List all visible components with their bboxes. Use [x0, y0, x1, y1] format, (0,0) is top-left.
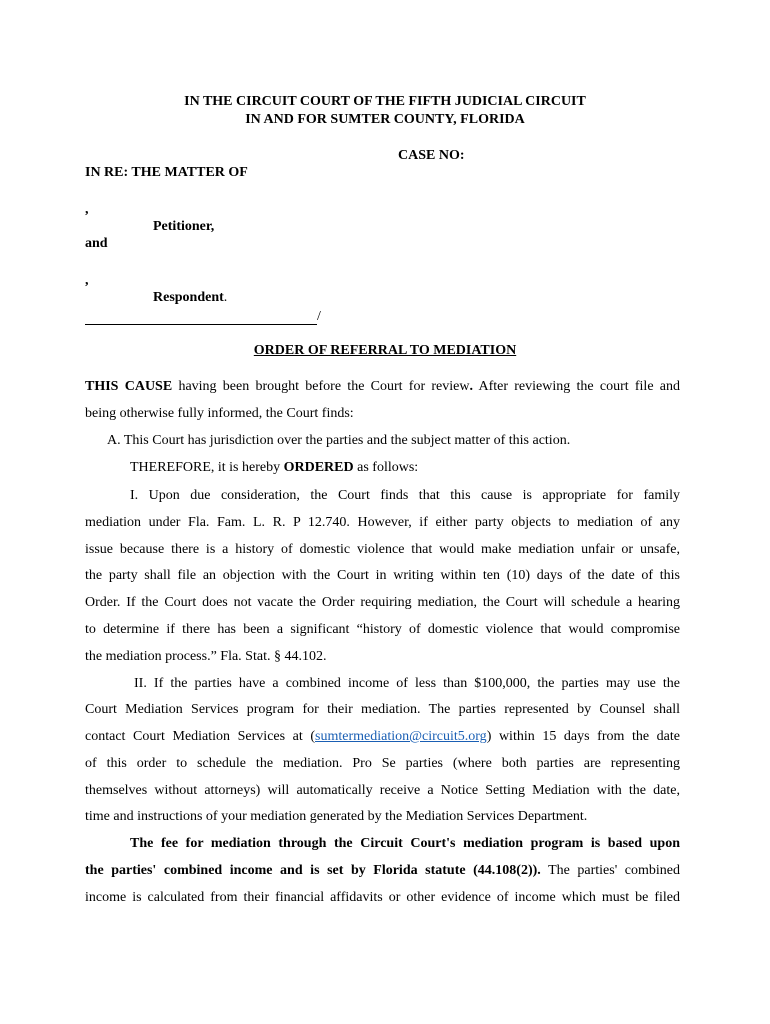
section-2-line5: themselves without attorneys) will automatically receive a Notice Setting Mediation with the date,: [85, 783, 680, 798]
respondent-name-placeholder: ,: [85, 273, 89, 288]
section-2-line1: II. If the parties have a combined income of less than $100,000, the parties may use the: [134, 676, 680, 691]
section-2-line3-text: contact Court Mediation Services at (: [85, 729, 316, 744]
section-1-line2: mediation under Fla. Fam. L. R. P 12.740. However, if either party objects to mediation of any: [85, 515, 680, 530]
section-2-line3: [85, 728, 680, 746]
intro-period: .: [469, 379, 473, 394]
respondent-label-text: Respondent: [153, 290, 224, 305]
petitioner-name-placeholder: ,: [85, 202, 89, 217]
and-label: and: [85, 236, 108, 251]
order-title: ORDER OF REFERRAL TO MEDIATION: [253, 343, 517, 358]
section-1-line6: to determine if there has been a significant “history of domestic violence that would compromise: [85, 622, 680, 637]
in-re-label: IN RE: THE MATTER OF: [85, 165, 248, 180]
finding-a: A. This Court has jurisdiction over the parties and the subject matter of this action.: [107, 433, 571, 448]
caption-rule: [85, 324, 317, 325]
intro-text-2: After reviewing the court file and: [472, 379, 681, 394]
section-2-line6: time and instructions of your mediation generated by the Mediation Services Department.: [85, 809, 588, 824]
therefore-line: [130, 459, 725, 477]
section-1-line1: I. Upon due consideration, the Court finds that this cause is appropriate for family: [130, 488, 680, 503]
fee-statute-bold: the parties' combined income and is set by Florida statute (44.108(2)).: [85, 863, 541, 878]
caption-slash: /: [317, 309, 321, 324]
section-2-line4: of this order to schedule the mediation. Pro Se parties (where both parties are representing: [85, 756, 680, 771]
case-number-label: CASE NO:: [398, 148, 465, 163]
fee-line1: The fee for mediation through the Circuit Court's mediation program is based upon: [130, 836, 680, 851]
respondent-period: .: [223, 290, 228, 305]
fee-line2-text: The parties' combined: [540, 863, 681, 878]
fee-line2: [85, 862, 680, 880]
section-2-line3-text-2: ) within 15 days from the date: [486, 729, 680, 744]
respondent-label: [153, 290, 227, 306]
section-2-line2: Court Mediation Services program for their mediation. The parties represented by Counsel shall: [85, 702, 680, 717]
section-1-line7: the mediation process.” Fla. Stat. § 44.102.: [85, 649, 327, 664]
intro-line1: [85, 378, 680, 396]
intro-text: having been brought before the Court for review: [172, 379, 470, 394]
section-1-line5: Order. If the Court does not vacate the Order requiring mediation, the Court will schedule a hearing: [85, 595, 680, 610]
section-1-line3: issue because there is a history of domestic violence that would make mediation unfair or unsafe,: [85, 542, 680, 557]
section-1-line4: the party shall file an objection with the Court in writing within ten (10) days of the date of this: [85, 568, 680, 583]
petitioner-label: Petitioner,: [153, 219, 215, 234]
court-name-line2: IN AND FOR SUMTER COUNTY, FLORIDA: [245, 112, 525, 127]
intro-line2: being otherwise fully informed, the Court finds:: [85, 406, 354, 421]
therefore-text: THEREFORE, it is hereby: [130, 460, 284, 475]
this-cause-bold: THIS CAUSE: [85, 379, 173, 394]
fee-line3: income is calculated from their financial affidavits or other evidence of income which must be filed: [85, 890, 680, 905]
court-name-line1: IN THE CIRCUIT COURT OF THE FIFTH JUDICIAL CIRCUIT: [184, 94, 586, 109]
mediation-email-link[interactable]: sumtermediation@circuit5.org: [315, 729, 487, 744]
ordered-bold: ORDERED: [283, 460, 354, 475]
therefore-text-2: as follows:: [353, 460, 419, 475]
